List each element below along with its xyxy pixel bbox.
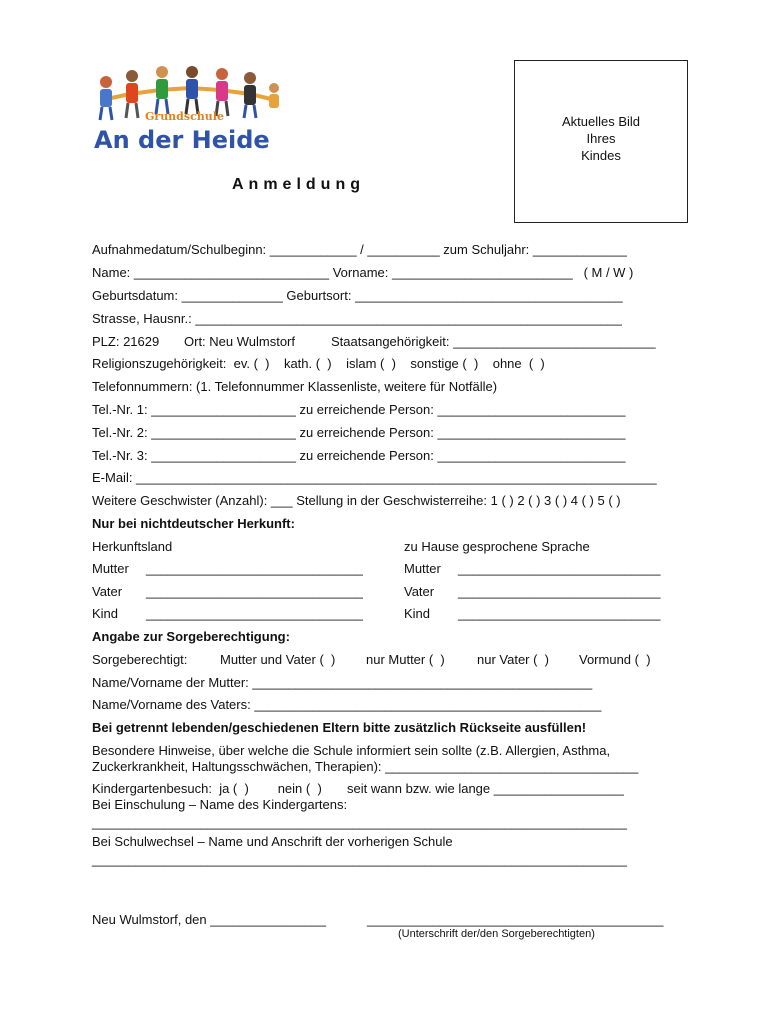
field-ort-datum[interactable]: Neu Wulmstorf, den ________________	[92, 912, 326, 927]
hinweise-text-line1: Besondere Hinweise, über welche die Schule informiert sein sollte (z.B. Allergien, Asthma,	[92, 743, 611, 758]
field-geburt[interactable]: Geburtsdatum: ______________ Geburtsort: _____________________________________	[92, 288, 623, 303]
sorge-option-nur-vater[interactable]: nur Vater ( )	[477, 652, 550, 667]
sorge-option-nur-mutter[interactable]: nur Mutter ( )	[366, 652, 445, 667]
sprache-vater-label: Vater	[404, 584, 435, 599]
religion-checkboxes[interactable]: Religionszugehörigkeit: ev. ( ) kath. ( ) islam ( ) sonstige ( ) ohne ( )	[92, 356, 545, 371]
field-herkunft-mutter[interactable]: ______________________________	[146, 561, 363, 576]
sprache-label: zu Hause gesprochene Sprache	[404, 539, 590, 554]
photo-label-line1: Aktuelles Bild	[561, 114, 641, 129]
field-email[interactable]: E-Mail: ________________________________________________________________________	[92, 470, 657, 485]
field-kindergartenbesuch[interactable]: Kindergartenbesuch: ja ( ) nein ( ) seit wann bzw. wie lange __________________	[92, 781, 624, 796]
photo-label-line2: Ihres	[586, 131, 616, 146]
sorge-option-vormund[interactable]: Vormund ( )	[579, 652, 651, 667]
sprache-mutter-label: Mutter	[404, 561, 441, 576]
field-hinweise[interactable]: Zuckerkrankheit, Haltungsschwächen, Therapien): ___________________________________	[92, 759, 639, 774]
photo-label-line3: Kindes	[581, 148, 621, 163]
field-vorherige-schule[interactable]: __________________________________________________________________________	[92, 852, 628, 867]
field-herkunft-vater[interactable]: ______________________________	[146, 584, 363, 599]
field-tel-3[interactable]: Tel.-Nr. 3: ____________________ zu erreichende Person: __________________________	[92, 448, 626, 463]
field-kindergarten-name[interactable]: __________________________________________________________________________	[92, 815, 628, 830]
einschulung-label: Bei Einschulung – Name des Kindergartens:	[92, 797, 348, 812]
field-tel-1[interactable]: Tel.-Nr. 1: ____________________ zu erreichende Person: __________________________	[92, 402, 626, 417]
field-name-mutter[interactable]: Name/Vorname der Mutter: _______________________________________________	[92, 675, 593, 690]
herkunft-heading: Nur bei nichtdeutscher Herkunft:	[92, 516, 295, 531]
ort-text: Ort: Neu Wulmstorf	[184, 334, 296, 349]
sorge-label: Sorgeberechtigt:	[92, 652, 188, 667]
sprache-kind-label: Kind	[404, 606, 431, 621]
logo-title: An der Heide	[94, 126, 270, 154]
logo-subtitle: Grundschule	[145, 110, 224, 123]
field-unterschrift[interactable]: _________________________________________	[367, 912, 664, 927]
field-tel-2[interactable]: Tel.-Nr. 2: ____________________ zu erreichende Person: __________________________	[92, 425, 626, 440]
schulwechsel-label: Bei Schulwechsel – Name und Anschrift der vorherigen Schule	[92, 834, 453, 849]
herkunftsland-label: Herkunftsland	[92, 539, 173, 554]
field-strasse[interactable]: Strasse, Hausnr.: ___________________________________________________________	[92, 311, 622, 326]
field-name-vater[interactable]: Name/Vorname des Vaters: ________________________________________________	[92, 697, 602, 712]
herkunft-kind-label: Kind	[92, 606, 119, 621]
unterschrift-caption: (Unterschrift der/den Sorgeberechtigten)	[398, 928, 595, 940]
field-sprache-kind[interactable]: ____________________________	[458, 606, 661, 621]
telefon-hint: Telefonnummern: (1. Telefonnummer Klassenliste, weitere für Notfälle)	[92, 379, 498, 394]
sorge-heading: Angabe zur Sorgeberechtigung:	[92, 629, 290, 644]
sorge-option-mutter-und-vater[interactable]: Mutter und Vater ( )	[220, 652, 336, 667]
herkunft-mutter-label: Mutter	[92, 561, 129, 576]
field-aufnahmedatum[interactable]: Aufnahmedatum/Schulbeginn: ____________ / __________ zum Schuljahr: _____________	[92, 242, 627, 257]
field-name-vorname[interactable]: Name: ___________________________ Vorname: _________________________ ( M / W )	[92, 265, 634, 280]
field-staatsangehoerigkeit[interactable]: Staatsangehörigkeit: ____________________________	[331, 334, 656, 349]
herkunft-vater-label: Vater	[92, 584, 123, 599]
getrennt-note: Bei getrennt lebenden/geschiedenen Eltern bitte zusätzlich Rückseite ausfüllen!	[92, 720, 587, 735]
photo-placeholder-box	[514, 60, 688, 223]
plz-text: PLZ: 21629	[92, 334, 160, 349]
field-herkunft-kind[interactable]: ______________________________	[146, 606, 363, 621]
field-geschwister[interactable]: Weitere Geschwister (Anzahl): ___ Stellung in der Geschwisterreihe: 1 ( ) 2 ( ) 3 ( ) 4 ( ) 5 ( )	[92, 493, 621, 508]
field-sprache-vater[interactable]: ____________________________	[458, 584, 661, 599]
field-sprache-mutter[interactable]: ____________________________	[458, 561, 661, 576]
page-title: Anmeldung	[232, 176, 365, 193]
